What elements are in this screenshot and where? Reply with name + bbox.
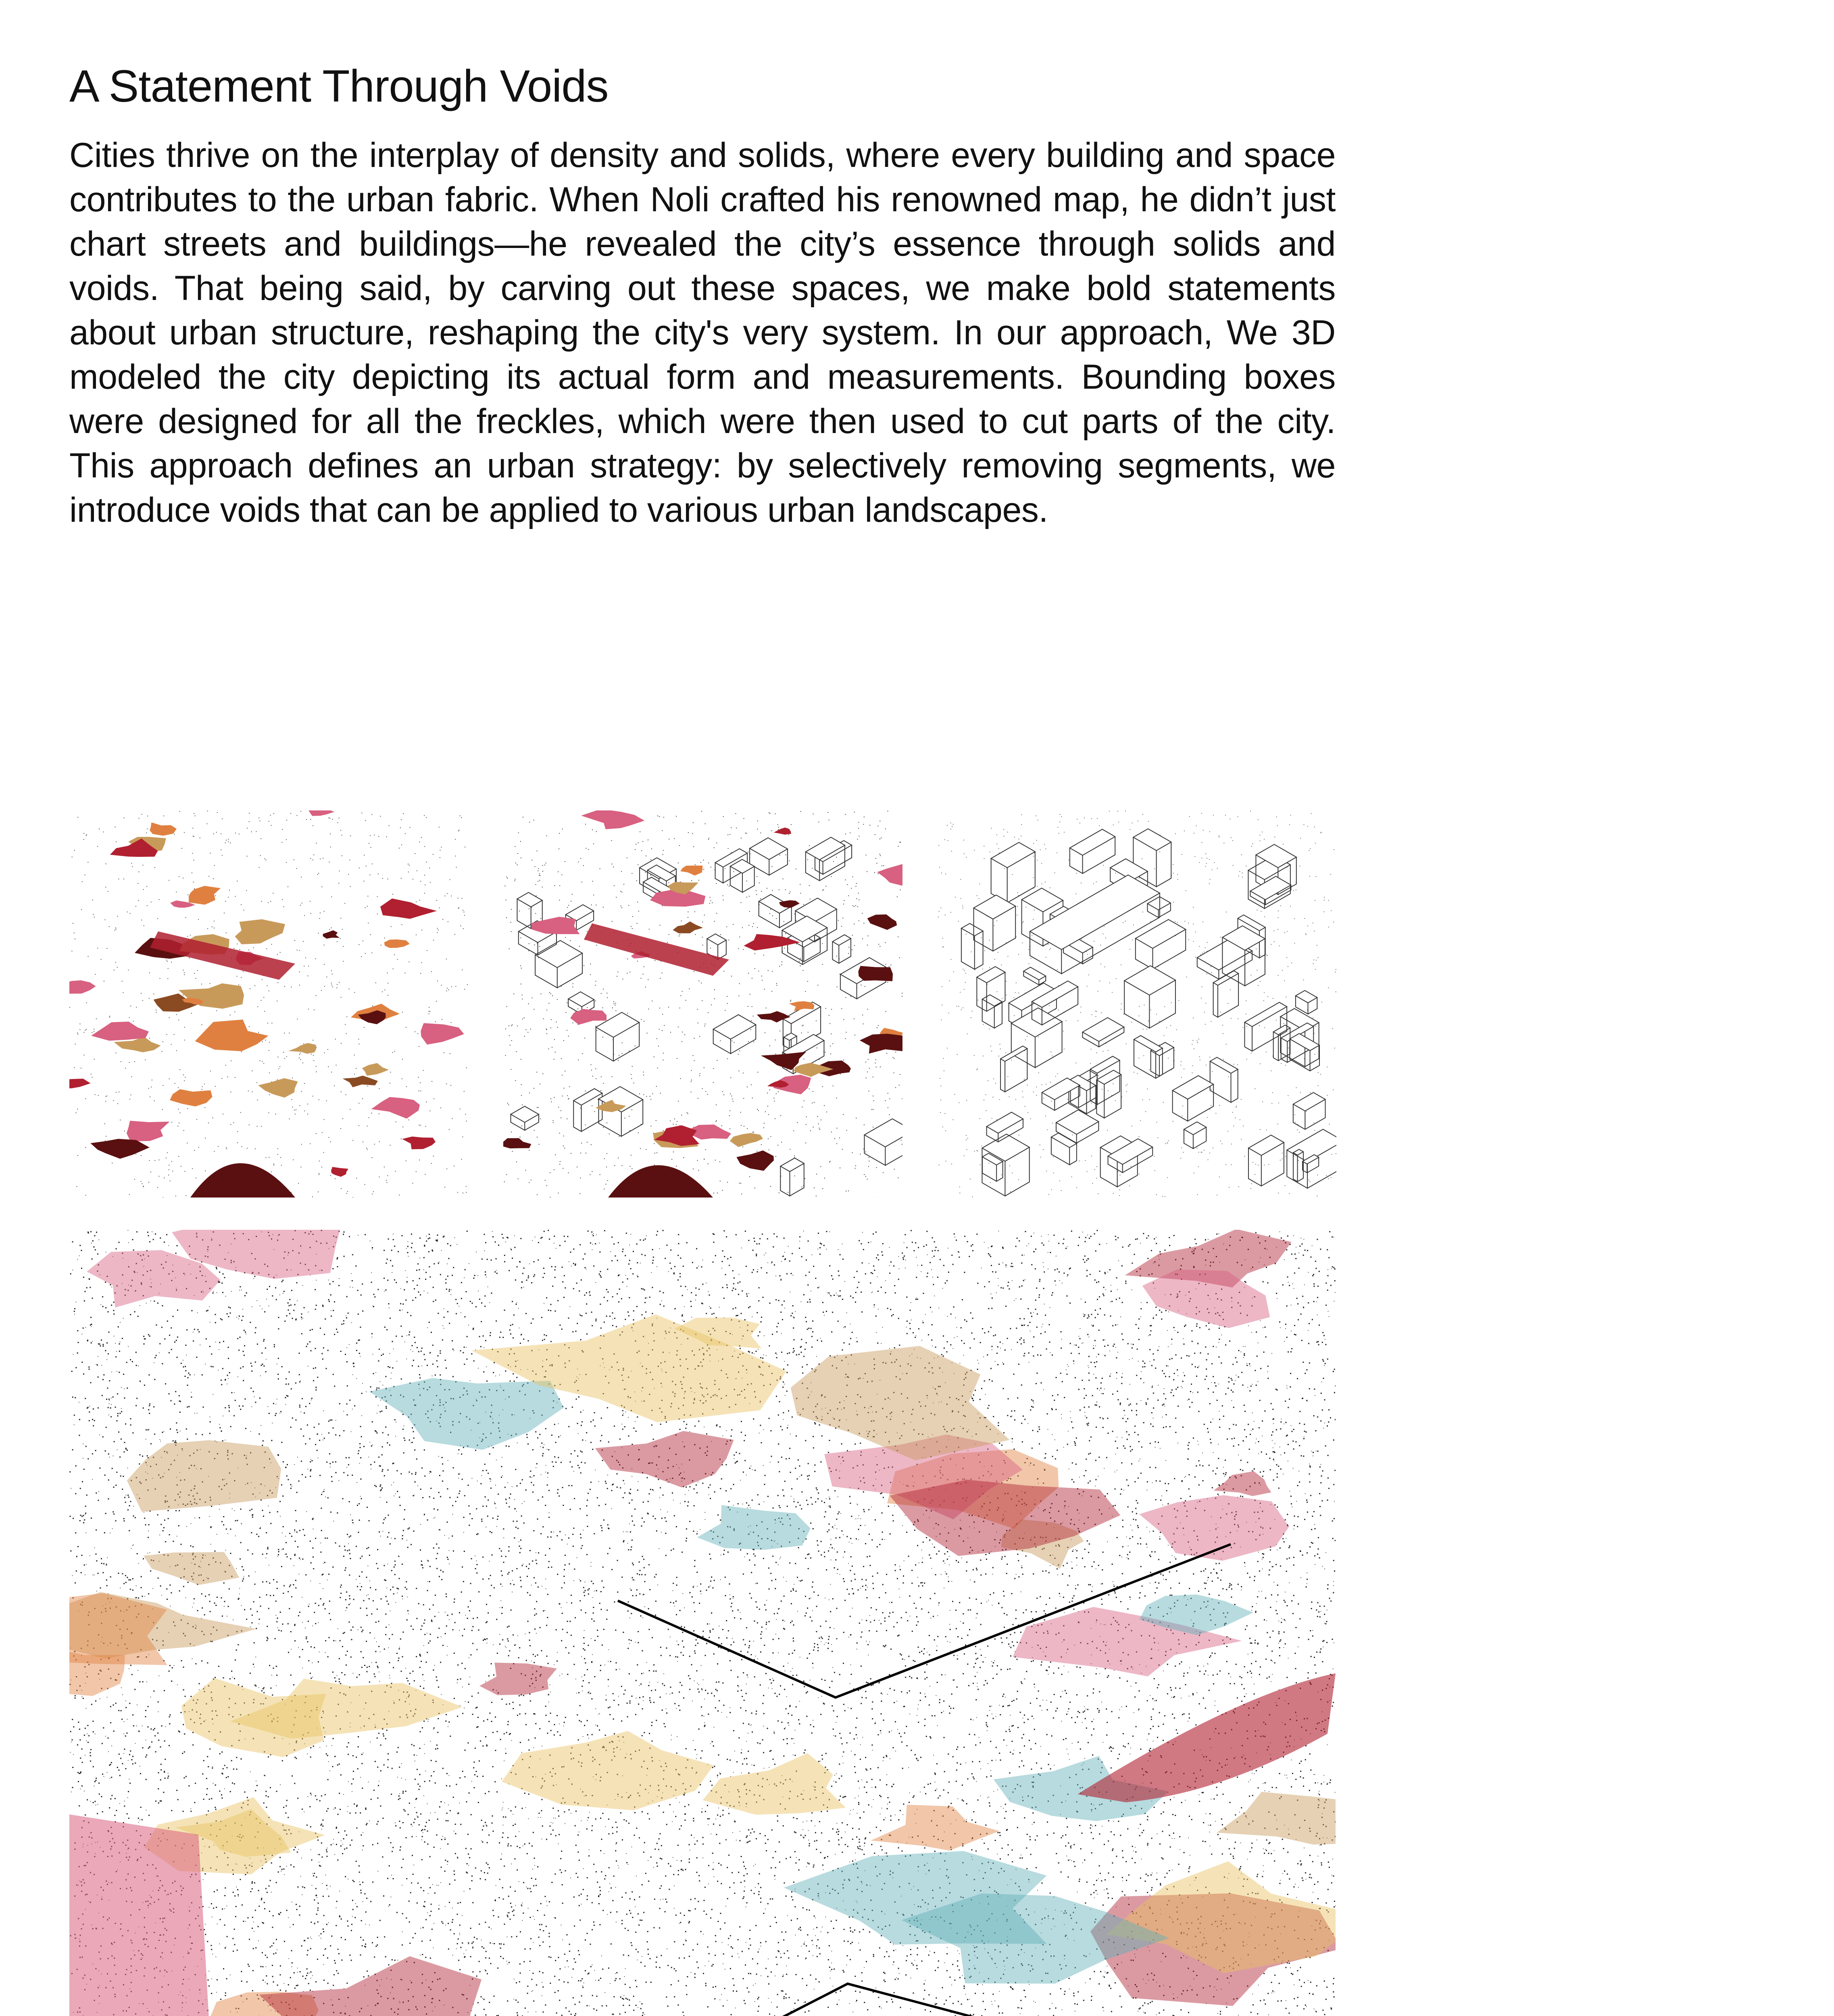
figure-bounding-boxes	[937, 810, 1336, 1198]
fragment-shape	[127, 1121, 170, 1141]
bounding-box-shape	[1184, 1122, 1206, 1148]
bounding-box-shape	[535, 941, 582, 988]
fragment-shape	[235, 919, 285, 944]
bounding-box-shape	[1134, 1035, 1163, 1078]
fragment-shape	[69, 1079, 91, 1089]
fragment-shape	[362, 1063, 389, 1076]
bounding-box-shape	[991, 842, 1035, 903]
bounding-box-shape	[1248, 1135, 1284, 1186]
page-title: A Statement Through Voids	[69, 60, 609, 112]
bounding-box-shape	[832, 935, 850, 963]
bounding-box-shape	[865, 1119, 902, 1166]
bounding-box-shape	[598, 1087, 643, 1136]
bounding-box-shape	[982, 995, 1002, 1028]
fragment-shape	[570, 1009, 606, 1025]
fragment-shape	[144, 1552, 239, 1585]
bounding-box-shape	[1030, 875, 1160, 974]
figure-point-cloud-city	[69, 1230, 1336, 2016]
fragment-shape	[380, 898, 437, 919]
fragment-shape	[871, 1805, 999, 1851]
fragment-shape	[877, 864, 902, 886]
fragment-shape	[331, 1167, 348, 1177]
figure-point-cloud-drawing	[69, 1230, 1336, 2016]
fragment-shape	[595, 1431, 734, 1487]
fragment-shape	[371, 1097, 420, 1119]
fragment-shape	[860, 1034, 902, 1054]
fragment-shape	[774, 827, 792, 835]
fragment-shape	[195, 1020, 269, 1052]
fragment-shape	[91, 1022, 149, 1041]
fragment-shape	[150, 823, 177, 836]
dark-red-mass	[608, 1165, 713, 1198]
body-paragraph: Cities thrive on the interplay of density and solids, where every building and space contributes to the urban fabric. When Noli crafted his renowned map, he didn’t just chart streets and buildings—he revealed the city’s essence through solids and voids. That being said, by carving out these spaces, we make bold statements about urban structure, reshaping the city's very system. In our approach, We 3D modeled the city depicting its actual form and measurements. Bounding boxes were designed for all the freckles, which were then used to cut parts of the city. This approach defines an urban strategy: by selectively removing segments, we introduce voids that can be applied to various urban landscapes.	[69, 133, 1336, 532]
figure-color-fragments-drawing	[69, 810, 469, 1198]
bounding-box-shape	[1096, 1070, 1121, 1118]
fragment-shape	[680, 866, 702, 876]
bounding-box-shape	[1000, 1046, 1027, 1092]
pink-facade-mass	[69, 1814, 215, 2016]
fragment-shape	[323, 930, 340, 939]
bounding-box-shape	[1293, 1093, 1325, 1129]
fragment-shape	[189, 886, 221, 905]
dark-red-mass	[190, 1163, 295, 1198]
fragment-shape	[581, 810, 644, 829]
fragment-shape	[791, 1346, 1010, 1460]
bounding-box-shape	[1070, 829, 1115, 874]
fragment-shape	[503, 1138, 531, 1149]
fragment-shape	[369, 1378, 564, 1450]
fragment-shape	[736, 1150, 774, 1171]
bounding-box-shape	[1051, 1133, 1077, 1165]
fragment-shape	[258, 1078, 298, 1098]
bounding-box-shape	[750, 838, 788, 875]
fragment-shape	[402, 1137, 436, 1150]
fragment-shape	[308, 810, 334, 816]
bounding-box-shape	[730, 859, 754, 892]
fragment-shape	[170, 1089, 212, 1106]
bounding-box-shape	[759, 894, 792, 927]
fragment-shape	[479, 1663, 557, 1695]
fragment-shape	[384, 939, 410, 948]
bounding-box-shape	[961, 923, 983, 969]
bounding-box-shape	[1124, 966, 1175, 1028]
bounding-box-shape	[780, 1158, 804, 1196]
fragment-shape	[702, 1753, 846, 1815]
bounding-box-shape	[974, 895, 1016, 951]
fragment-shape	[858, 966, 893, 981]
figure-bounding-boxes-drawing	[937, 810, 1336, 1198]
bounding-box-shape	[1023, 967, 1046, 985]
fragment-shape	[288, 1043, 316, 1054]
red-sweep	[1077, 1673, 1336, 1802]
bounding-box-shape	[713, 1015, 756, 1054]
figure-color-fragments	[69, 810, 469, 1198]
bounding-box-shape	[1011, 1008, 1062, 1068]
fragment-shape	[421, 1023, 464, 1044]
fragment-shape	[502, 1731, 713, 1810]
fragment-shape	[673, 921, 703, 933]
fragment-shape	[127, 1440, 281, 1512]
fragment-shape	[69, 980, 96, 993]
fragment-shape	[90, 1139, 149, 1159]
fragment-shape	[697, 1505, 811, 1550]
bounding-box-shape	[511, 1106, 538, 1131]
bounding-box-shape	[1147, 897, 1170, 918]
bounding-box-shape	[1082, 1018, 1124, 1047]
bounding-box-shape	[1296, 990, 1317, 1014]
fragment-shape	[730, 1133, 763, 1147]
point-scatter	[504, 811, 902, 1198]
fragment-shape	[1213, 1471, 1271, 1496]
fragment-shape	[1217, 1792, 1336, 1845]
figure-fragments-with-outlines	[503, 810, 902, 1198]
fragment-shape	[890, 1480, 1120, 1556]
fragment-shape	[867, 914, 897, 930]
bounding-box-shape	[982, 1134, 1029, 1196]
fragment-shape	[343, 1076, 378, 1087]
bounding-box-shape	[573, 1089, 602, 1131]
fragment-shape	[259, 1956, 482, 2016]
bounding-box-shape	[1173, 1076, 1213, 1121]
figure-fragments-outlines-drawing	[503, 810, 902, 1198]
